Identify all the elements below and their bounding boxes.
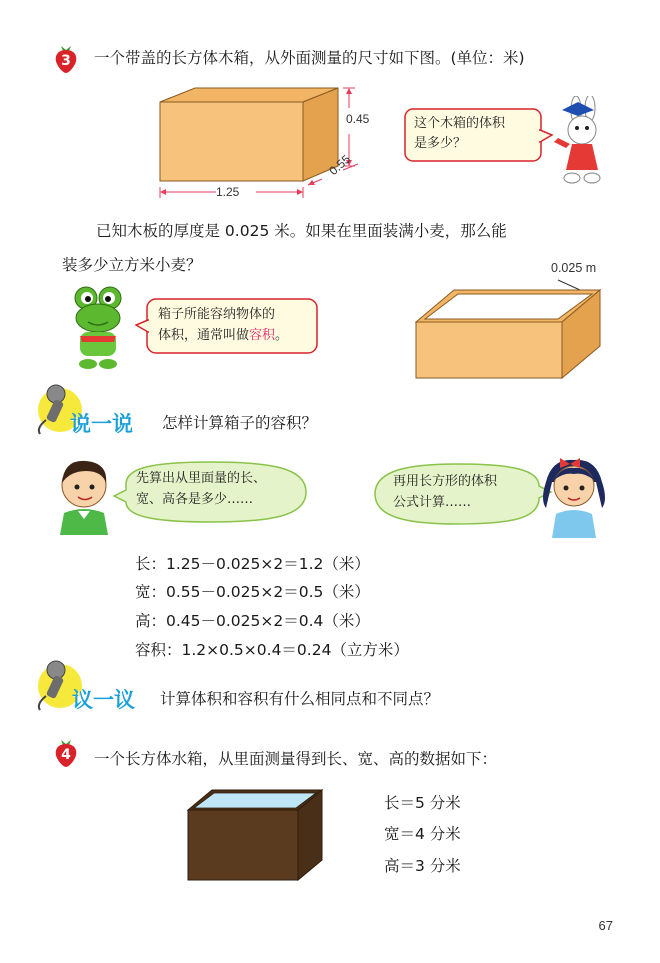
open-box-figure: [412, 276, 608, 380]
calc-capacity: 容积：1.2×0.5×0.4＝0.24（立方米）: [135, 641, 409, 659]
girl-bubble-line1: 再用长方形的体积: [393, 474, 498, 489]
calc-width: 宽：0.55－0.025×2＝0.5（米）: [135, 583, 370, 601]
given-text-line2: 装多少立方米小麦？: [62, 256, 202, 274]
talk-label: 说一说: [70, 412, 133, 436]
boy-character-icon: [52, 455, 116, 535]
example-3-number: 3: [61, 53, 71, 69]
length-dimension-label: 1.25: [216, 185, 240, 199]
frog-bubble-line2: [158, 326, 288, 346]
girl-character-icon: [538, 452, 610, 538]
thickness-label: 0.025 m: [551, 261, 597, 275]
frog-character-icon: [68, 284, 130, 372]
tank-length: 长＝5 分米: [384, 794, 461, 812]
boy-bubble-line2: 宽、高各是多少……: [136, 492, 254, 507]
height-dimension-label: 0.45: [346, 112, 370, 126]
example-3-badge: [52, 42, 80, 72]
example-4-intro: 一个长方体水箱，从里面测量得到长、宽、高的数据如下：: [94, 750, 498, 768]
boy-bubble-line1: 先算出从里面量的长、: [136, 471, 267, 486]
girl-bubble-line2: 公式计算……: [393, 495, 472, 510]
calc-length: 长：1.25－0.025×2＝1.2（米）: [135, 555, 370, 573]
rabbit-character-icon: [548, 96, 618, 188]
example-3-intro: 一个带盖的长方体木箱，从外面测量的尺寸如下图。(单位：米): [94, 49, 525, 67]
given-text-line1: 已知木板的厚度是 0.025 米。如果在里面装满小麦，那么能: [96, 222, 507, 240]
calc-height: 高：0.45－0.025×2＝0.4（米）: [135, 612, 370, 630]
width-dimension-label: 0.55: [326, 151, 354, 179]
tank-width: 宽＝4 分米: [384, 825, 461, 843]
rabbit-bubble-line1: 这个木箱的体积: [414, 116, 506, 131]
frog-bubble-text-a: 体积，通常叫做: [158, 328, 250, 343]
example-4-number: 4: [61, 747, 71, 763]
frog-bubble-text-c: 。: [275, 328, 289, 343]
frog-bubble-line1: 箱子所能容纳物体的: [158, 307, 276, 322]
wooden-box-figure: [150, 84, 380, 204]
capacity-term: 容积: [249, 328, 276, 343]
discuss-label: 议一议: [72, 688, 135, 712]
page-number: 67: [598, 918, 613, 933]
water-tank-figure: [186, 788, 326, 884]
talk-question: 怎样计算箱子的容积？: [162, 414, 318, 432]
rabbit-bubble-line2: 是多少？: [414, 136, 467, 151]
example-4-badge: [52, 736, 80, 766]
tank-height: 高＝3 分米: [384, 857, 461, 875]
discuss-question: 计算体积和容积有什么相同点和不同点？: [160, 690, 440, 708]
